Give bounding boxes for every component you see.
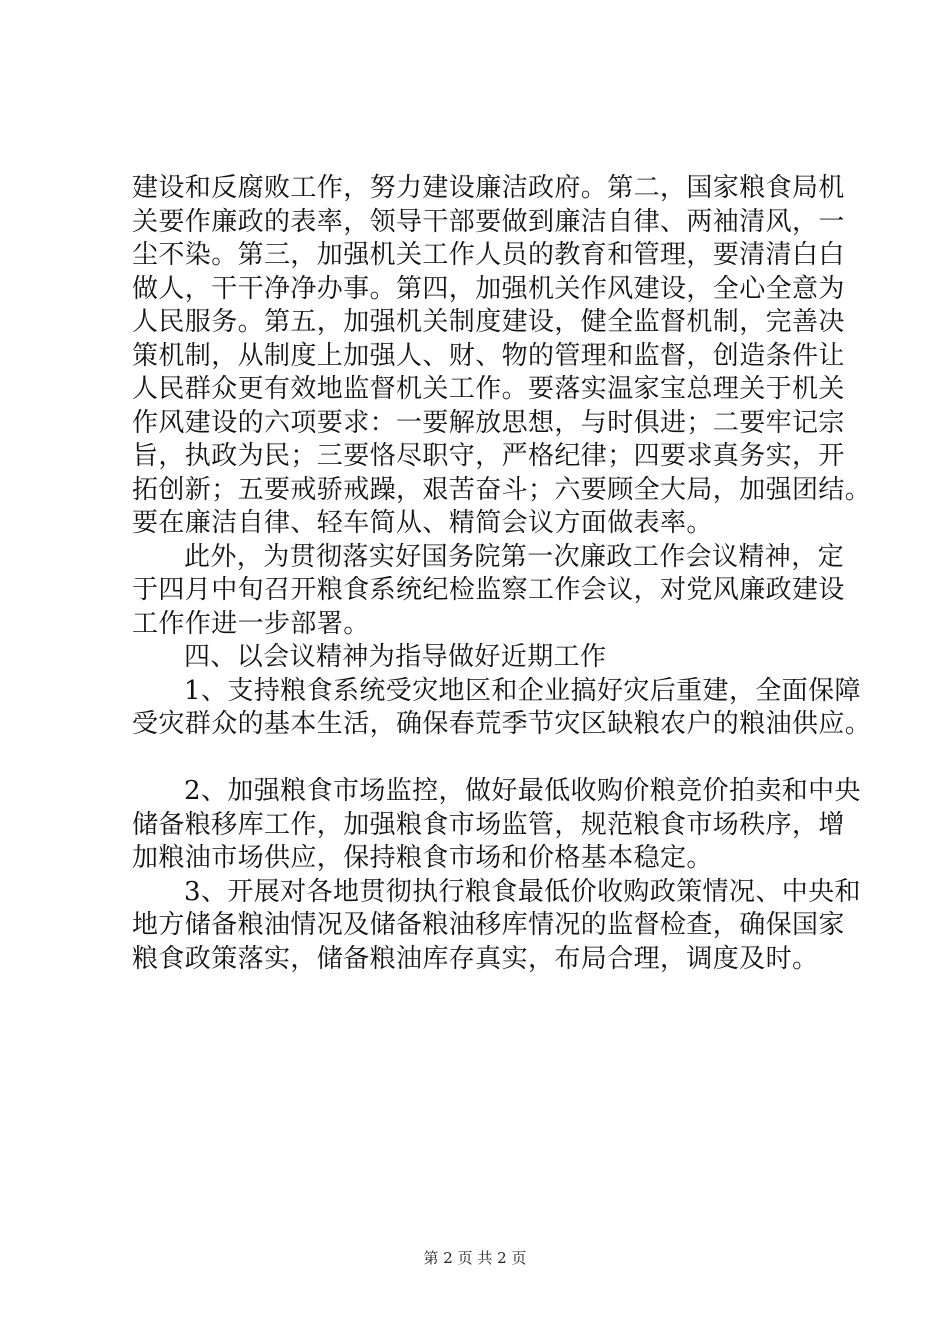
text-line: 人民群众更有效地监督机关工作。要落实温家宝总理关于机关 <box>132 374 845 404</box>
text-line: 要在廉洁自律、轻车简从、精简会议方面做表率。 <box>132 508 713 538</box>
text-line: 拓创新；五要戒骄戒躁，艰苦奋斗；六要顾全大局，加强团结。 <box>132 474 872 505</box>
text-line: 地方储备粮油情况及储备粮油移库情况的监督检查，确保国家 <box>132 910 845 940</box>
text-line: 人民服务。第五，加强机关制度建设，健全监督机制，完善决 <box>132 307 845 337</box>
text-line: 粮食政策落实，储备粮油库存真实，布局合理，调度及时。 <box>132 943 819 974</box>
text-line: 于四月中旬召开粮食系统纪检监察工作会议，对党风廉政建设 <box>132 575 845 605</box>
text-line: 尘不染。第三，加强机关工作人员的教育和管理，要清清白白 <box>132 240 845 270</box>
text-line: 关要作廉政的表率，领导干部要做到廉洁自律、两袖清风，一 <box>132 206 845 237</box>
text-line: 建设和反腐败工作，努力建设廉洁政府。第二，国家粮食局机 <box>132 173 845 203</box>
text-line: 做人，干干净净办事。第四，加强机关作风建设，全心全意为 <box>132 273 845 304</box>
list-item-start-line: 1、支持粮食系统受灾地区和企业搞好灾后重建，全面保障 <box>184 675 861 706</box>
list-item-start-line: 3、开展对各地贯彻执行粮食最低价收购政策情况、中央和 <box>184 876 861 907</box>
paragraph-start-line: 此外，为贯彻落实好国务院第一次廉政工作会议精神，定 <box>184 541 845 572</box>
text-line: 受灾群众的基本生活，确保春荒季节灾区缺粮农户的粮油供应。 <box>132 709 872 739</box>
text-line: 工作作进一步部署。 <box>132 608 370 639</box>
list-item-start-line: 2、加强粮食市场监控，做好最低收购价粮竞价拍卖和中央 <box>184 776 861 806</box>
text-line: 旨，执政为民；三要恪尽职守，严格纪律；四要求真务实，开 <box>132 441 845 471</box>
text-line: 加粮油市场供应，保持粮食市场和价格基本稳定。 <box>132 843 713 873</box>
text-line: 作风建设的六项要求：一要解放思想，与时俱进；二要牢记宗 <box>132 407 845 438</box>
page-footer: 第 2 页 共 2 页 <box>423 1249 527 1267</box>
text-line: 储备粮移库工作，加强粮食市场监管，规范粮食市场秩序，增 <box>132 809 845 840</box>
document-body <box>132 172 872 976</box>
text-line: 策机制，从制度上加强人、财、物的管理和监督，创造条件让 <box>132 340 845 371</box>
section-heading: 四、以会议精神为指导做好近期工作 <box>184 642 607 672</box>
blank-line <box>132 742 860 776</box>
